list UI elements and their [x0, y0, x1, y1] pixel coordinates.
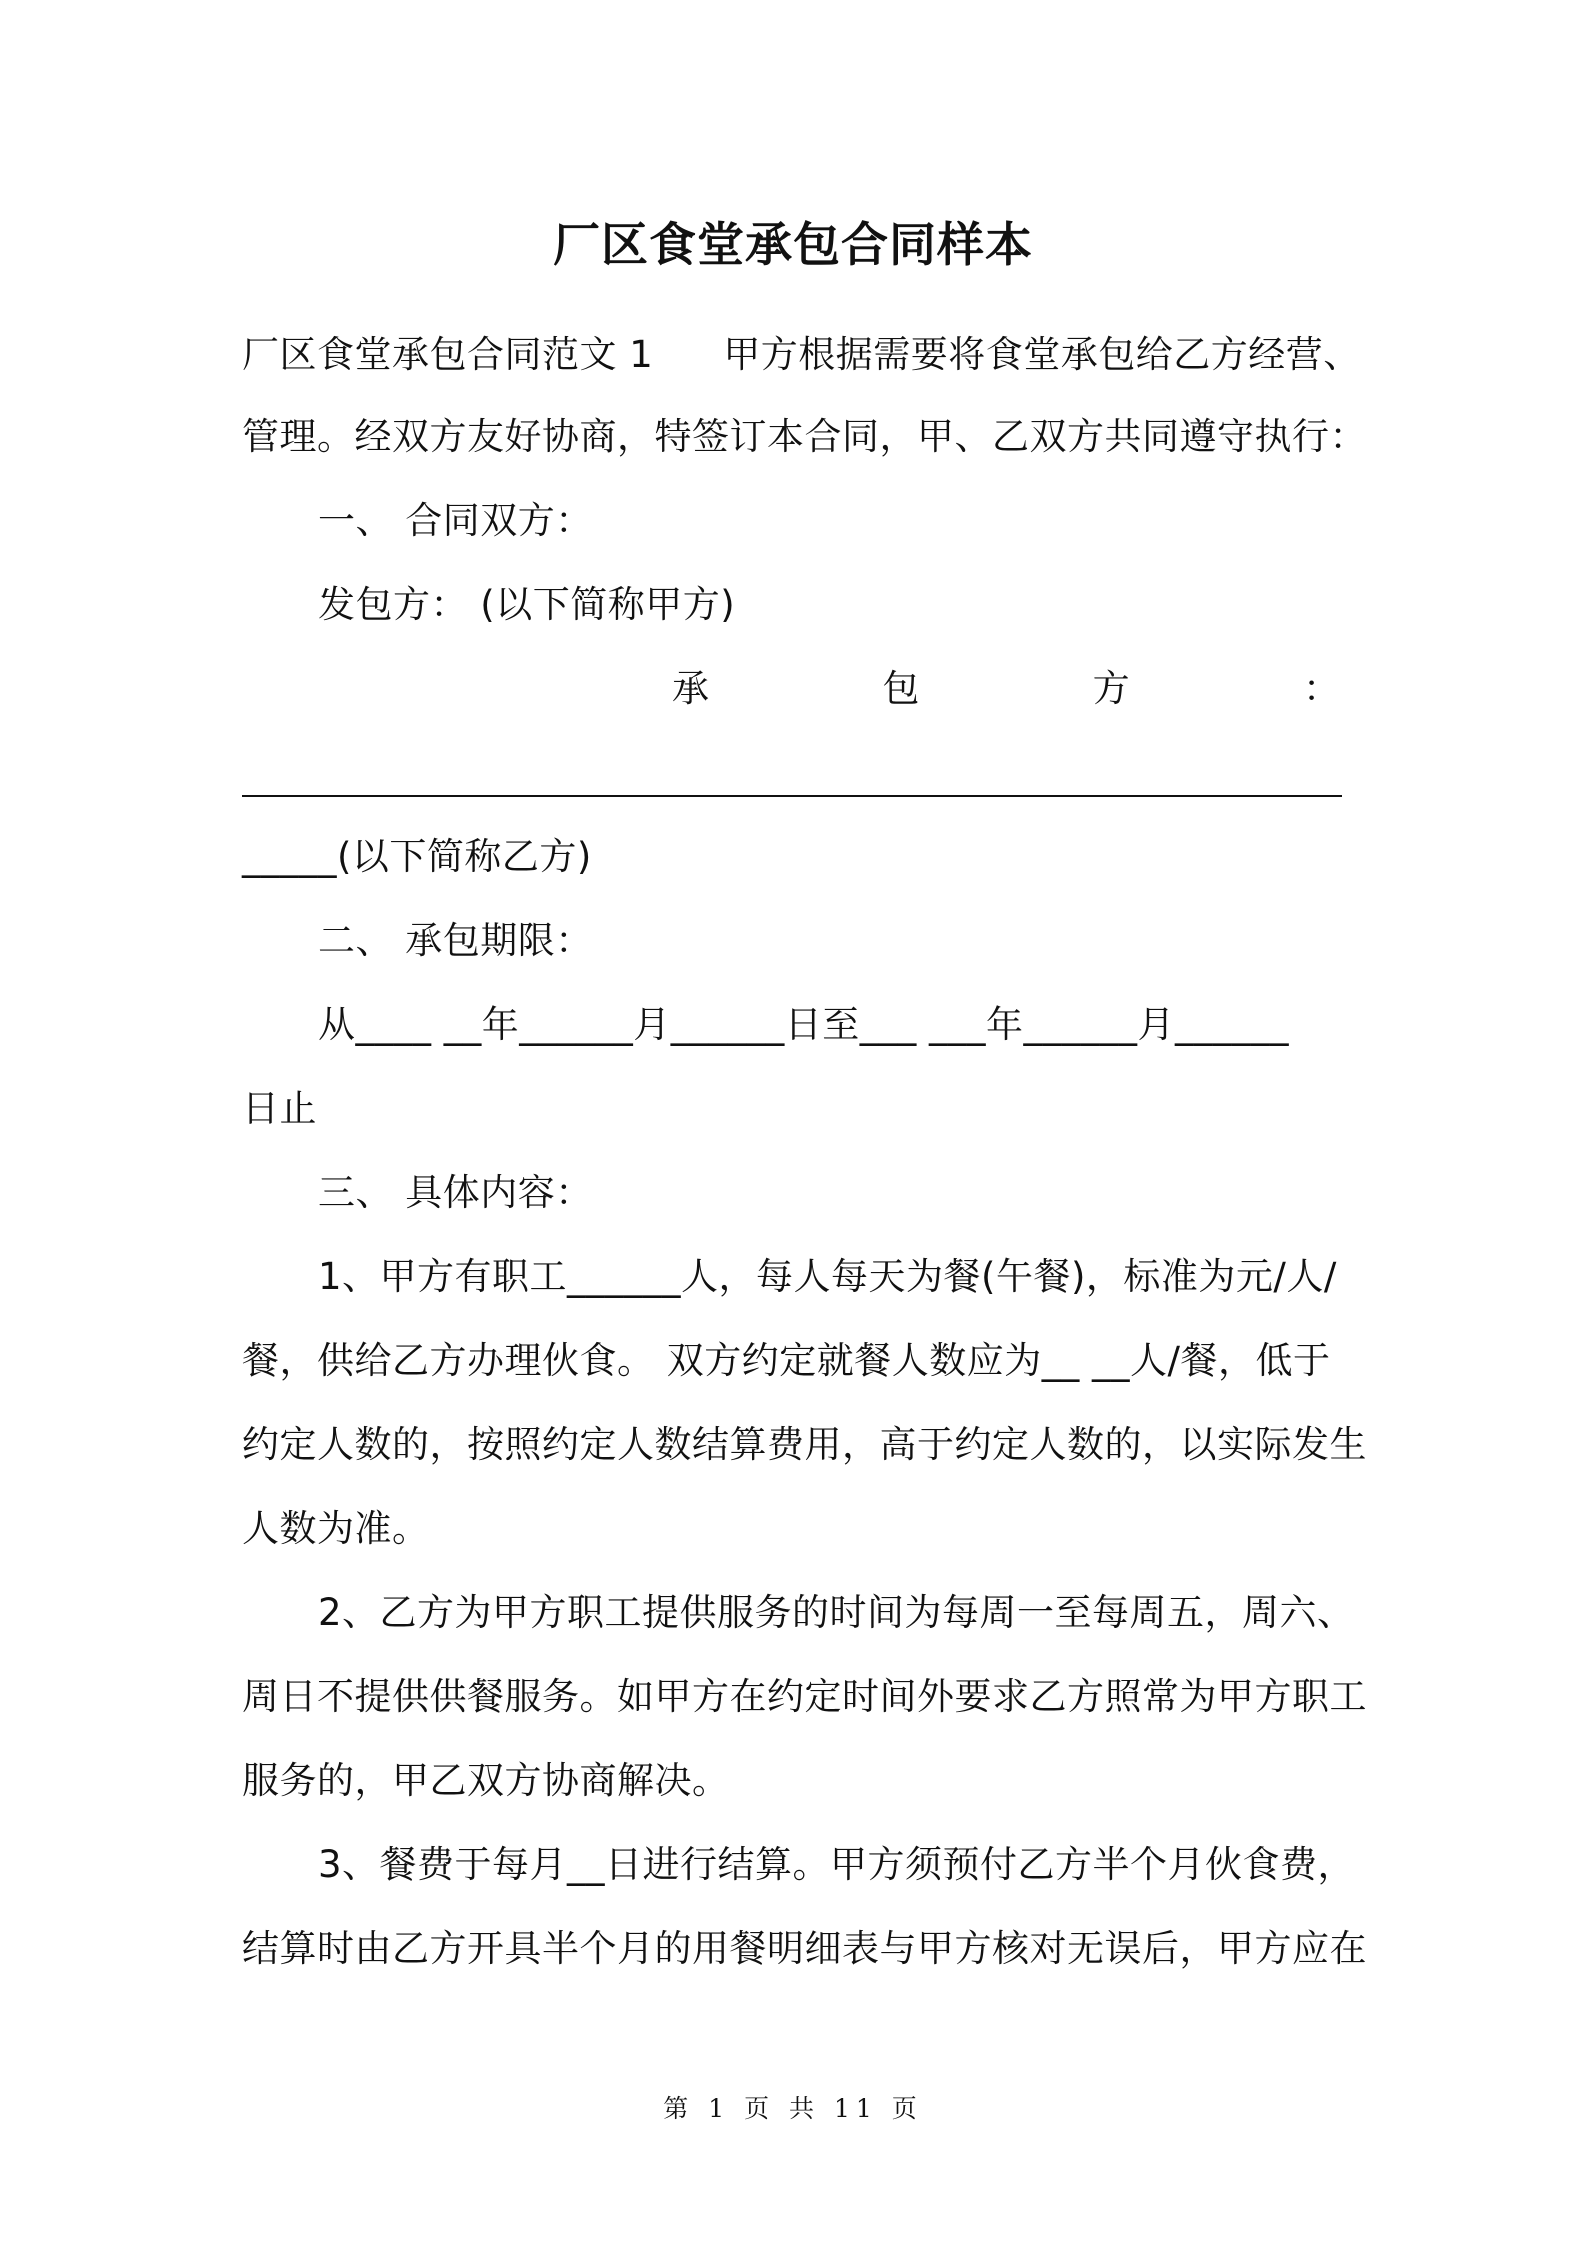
label-char: 方	[1092, 667, 1130, 710]
paragraph-line: 周日不提供供餐服务。如甲方在约定时间外要求乙方照常为甲方职工	[242, 1675, 1367, 1718]
paragraph-line: 人数为准。	[242, 1507, 430, 1550]
contractor-label	[672, 666, 1340, 712]
paragraph-line: 2、乙方为甲方职工提供服务的时间为每周一至每周五，周六、	[318, 1591, 1355, 1634]
label-char: 承	[672, 667, 709, 710]
paragraph-line: 约定人数的，按照约定人数结算费用，高于约定人数的，以实际发生	[242, 1423, 1367, 1466]
paragraph-line	[242, 332, 1361, 378]
label-char: ：	[1302, 667, 1340, 710]
paragraph-line: 从____ __年______月______日至___ ___年______月______	[318, 1003, 1290, 1046]
section-heading: 一、 合同双方：	[318, 499, 593, 542]
fill-in-blank-line	[242, 795, 1342, 797]
label-char: 包	[882, 667, 920, 710]
paragraph-line: 日止	[242, 1087, 317, 1130]
paragraph-line: 3、餐费于每月__日进行结算。甲方须预付乙方半个月伙食费，	[318, 1843, 1356, 1886]
section-heading: 二、 承包期限：	[318, 919, 593, 962]
paragraph-line: 结算时由乙方开具半个月的用餐明细表与甲方核对无误后，甲方应在	[242, 1927, 1367, 1970]
sample-heading: 厂区食堂承包合同范文 1	[242, 333, 654, 376]
paragraph-line: 服务的，甲乙双方协商解决。	[242, 1759, 730, 1802]
intro-text: 甲方根据需要将食堂承包给乙方经营、	[723, 333, 1361, 376]
paragraph-line: 1、甲方有职工______人，每人每天为餐(午餐)，标准为元/人/	[318, 1255, 1337, 1298]
section-heading: 三、 具体内容：	[318, 1171, 593, 1214]
paragraph-line: 发包方： (以下简称甲方)	[318, 583, 736, 626]
document-title: 厂区食堂承包合同样本	[553, 218, 1033, 273]
paragraph-line: 餐，供给乙方办理伙食。 双方约定就餐人数应为__ __人/餐，低于	[242, 1339, 1331, 1382]
paragraph-line: _____(以下简称乙方)	[242, 835, 592, 878]
paragraph-line: 管理。经双方友好协商，特签订本合同，甲、乙双方共同遵守执行：	[242, 415, 1367, 458]
page-number: 第 1 页 共 11 页	[663, 2094, 923, 2123]
